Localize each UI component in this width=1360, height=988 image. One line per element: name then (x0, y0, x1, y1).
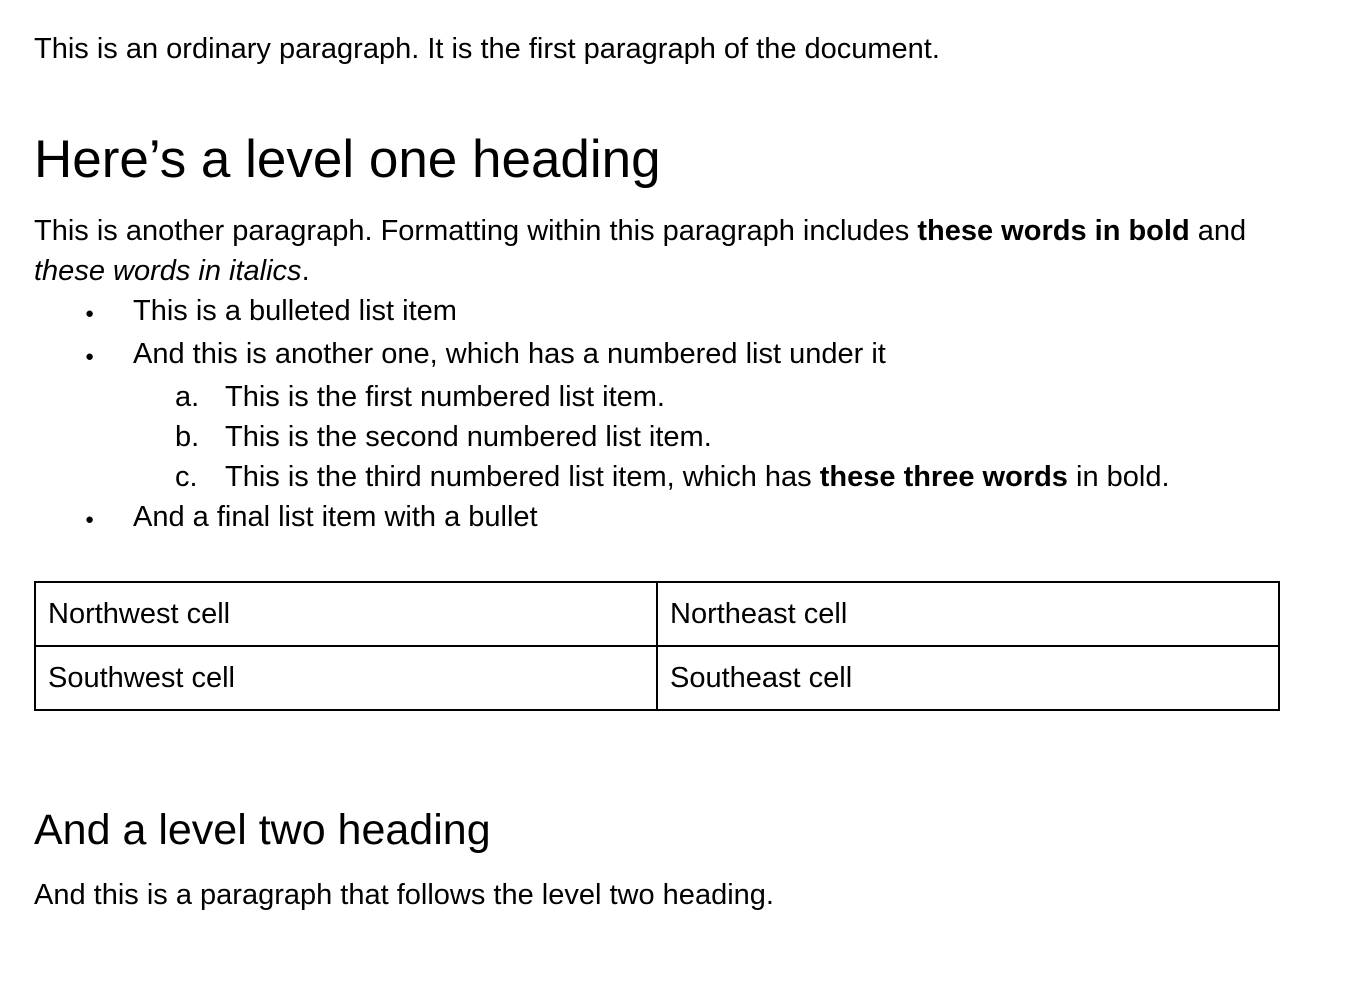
table-cell-northwest: Northwest cell (35, 582, 657, 646)
list-item (85, 377, 1280, 417)
list-item (85, 457, 1280, 497)
table-row (35, 582, 1279, 646)
table-cell-northeast: Northeast cell (657, 582, 1279, 646)
intro-paragraph: This is an ordinary paragraph. It is the first paragraph of the document. (34, 33, 940, 65)
letter-marker: b. (175, 421, 200, 453)
bullet-marker-icon: ● (85, 511, 95, 528)
closing-paragraph: And this is a paragraph that follows the level two heading. (34, 879, 774, 911)
bullet-marker-icon: ● (85, 305, 95, 322)
numbered-sublist (85, 377, 1280, 497)
list-item (34, 497, 1280, 540)
letter-marker: c. (175, 461, 198, 493)
letter-marker: a. (175, 381, 200, 413)
list-item (34, 291, 1280, 334)
list-item-text: This is the third numbered list item, which has these three words in bold. (225, 461, 1170, 493)
heading-level-one: Here’s a level one heading (34, 130, 661, 189)
list-item-text: This is the first numbered list item. (225, 381, 665, 413)
document-table (34, 581, 1280, 711)
bulleted-list (34, 291, 1280, 540)
table-cell-southeast: Southeast cell (657, 646, 1279, 710)
table-cell-southwest: Southwest cell (35, 646, 657, 710)
formatted-paragraph: This is another paragraph. Formatting within this paragraph includes these words in bold and these words in italics. (34, 215, 1247, 287)
list-item-text: This is a bulleted list item (133, 295, 457, 327)
table-row (35, 646, 1279, 710)
list-item (85, 417, 1280, 457)
heading-level-two: And a level two heading (34, 806, 491, 854)
list-item-text: And this is another one, which has a numbered list under it (133, 338, 886, 370)
list-item-text: And a final list item with a bullet (133, 501, 538, 533)
list-item-text: This is the second numbered list item. (225, 421, 712, 453)
list-item (34, 334, 1280, 497)
bullet-marker-icon: ● (85, 348, 95, 365)
